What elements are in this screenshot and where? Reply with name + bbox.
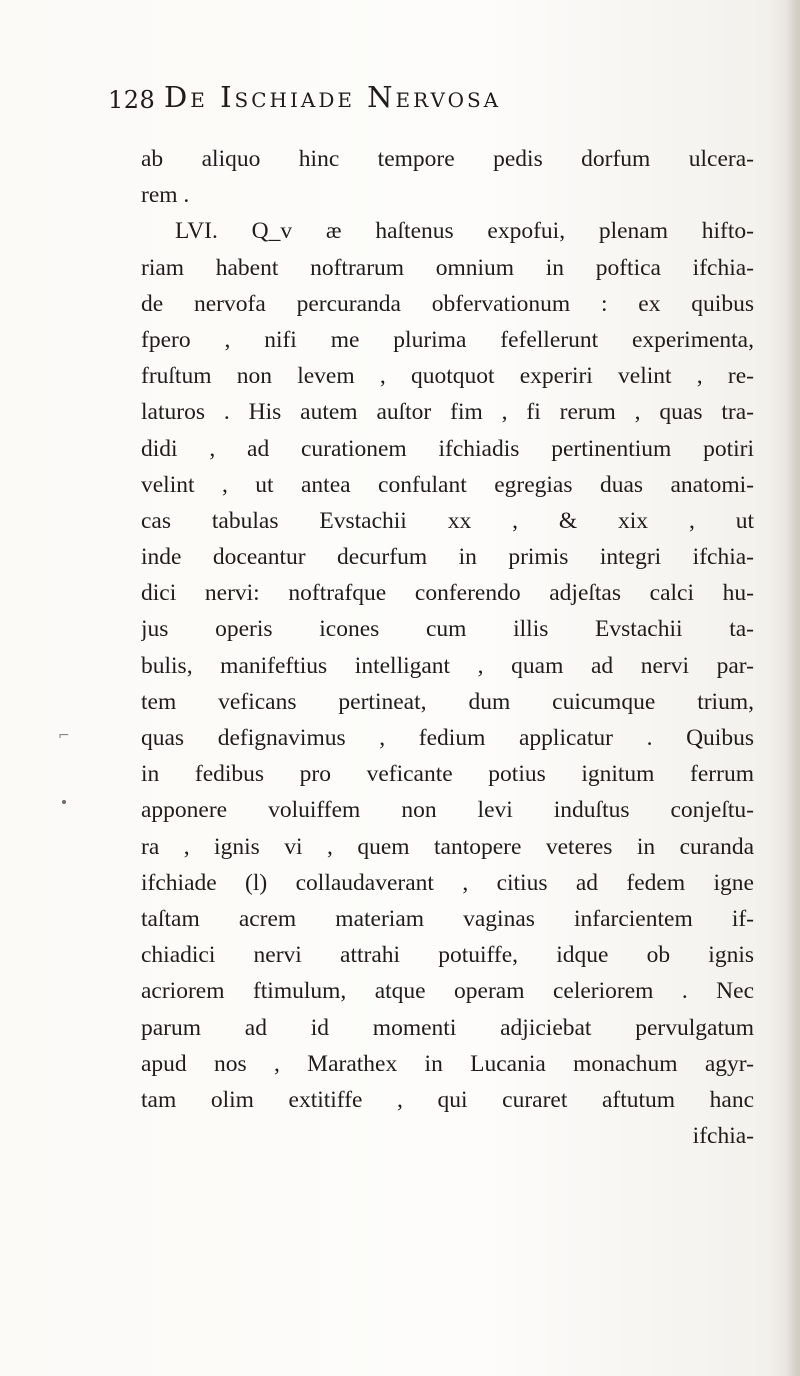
page-number: 128 bbox=[108, 86, 156, 114]
margin-tick-mark: ⌐ bbox=[58, 728, 70, 744]
text-line: rem . bbox=[141, 182, 190, 209]
text-line: taſtam acrem materiam vaginas infarcientem if- bbox=[141, 905, 754, 932]
text-line: riam habent noftrarum omnium in poftica ifchia- bbox=[141, 254, 754, 281]
text-line: ra , ignis vi , quem tantopere veteres in curanda bbox=[141, 833, 754, 860]
text-line: tam olim extitiffe , qui curaret aftutum hanc bbox=[141, 1086, 754, 1113]
section-heading-line: LVI. Q_v æ haſtenus expofui, plenam hifto- bbox=[175, 218, 754, 245]
text-line: fpero , nifi me plurima fefellerunt experimenta, bbox=[141, 326, 754, 353]
text-line: ab aliquo hinc tempore pedis dorfum ulcera- bbox=[141, 146, 754, 172]
text-line: quas defignavimus , fedium applicatur . Quibus bbox=[141, 725, 754, 751]
body-text bbox=[141, 141, 761, 1154]
page-edge-shadow bbox=[786, 0, 800, 1376]
margin-ink-dot bbox=[62, 800, 66, 804]
text-line: acriorem ftimulum, atque operam celeriorem . Nec bbox=[141, 978, 754, 1005]
running-title: De Ischiade Nervosa bbox=[164, 80, 502, 114]
text-line: bulis, manifeftius intelligant , quam ad nervi par- bbox=[141, 652, 754, 679]
text-line: jus operis icones cum illis Evstachii ta- bbox=[141, 616, 754, 643]
text-line: chiadici nervi attrahi potuiffe, idque ob ignis bbox=[141, 942, 754, 969]
text-line: laturos . His autem auſtor fim , fi rerum , quas tra- bbox=[141, 399, 754, 426]
text-line: dici nervi: noftrafque conferendo adjeſtas calci hu- bbox=[141, 580, 754, 607]
text-line: cas tabulas Evstachii xx , & xix , ut bbox=[141, 507, 754, 534]
text-line: parum ad id momenti adjiciebat pervulgatum bbox=[141, 1014, 754, 1041]
text-line: tem veficans pertineat, dum cuicumque trium, bbox=[141, 688, 754, 715]
running-head bbox=[108, 80, 718, 120]
text-line: in fedibus pro veficante potius ignitum ferrum bbox=[141, 761, 754, 788]
text-line: apponere voluiffem non levi induſtus conjeſtu- bbox=[141, 797, 754, 824]
text-line: fruſtum non levem , quotquot experiri velint , re- bbox=[141, 363, 754, 390]
text-line: ifchiade (l) collaudaverant , citius ad fedem igne bbox=[141, 869, 754, 896]
text-line: inde doceantur decurfum in primis integri ifchia- bbox=[141, 544, 754, 571]
text-line: apud nos , Marathex in Lucania monachum agyr- bbox=[141, 1050, 754, 1077]
catchword-line: ifchia- bbox=[692, 1123, 754, 1150]
text-line: de nervofa percuranda obfervationum : ex quibus bbox=[141, 290, 754, 317]
text-line: didi , ad curationem ifchiadis pertinentium potiri bbox=[141, 435, 754, 462]
text-line: velint , ut antea confulant egregias duas anatomi- bbox=[141, 471, 754, 498]
